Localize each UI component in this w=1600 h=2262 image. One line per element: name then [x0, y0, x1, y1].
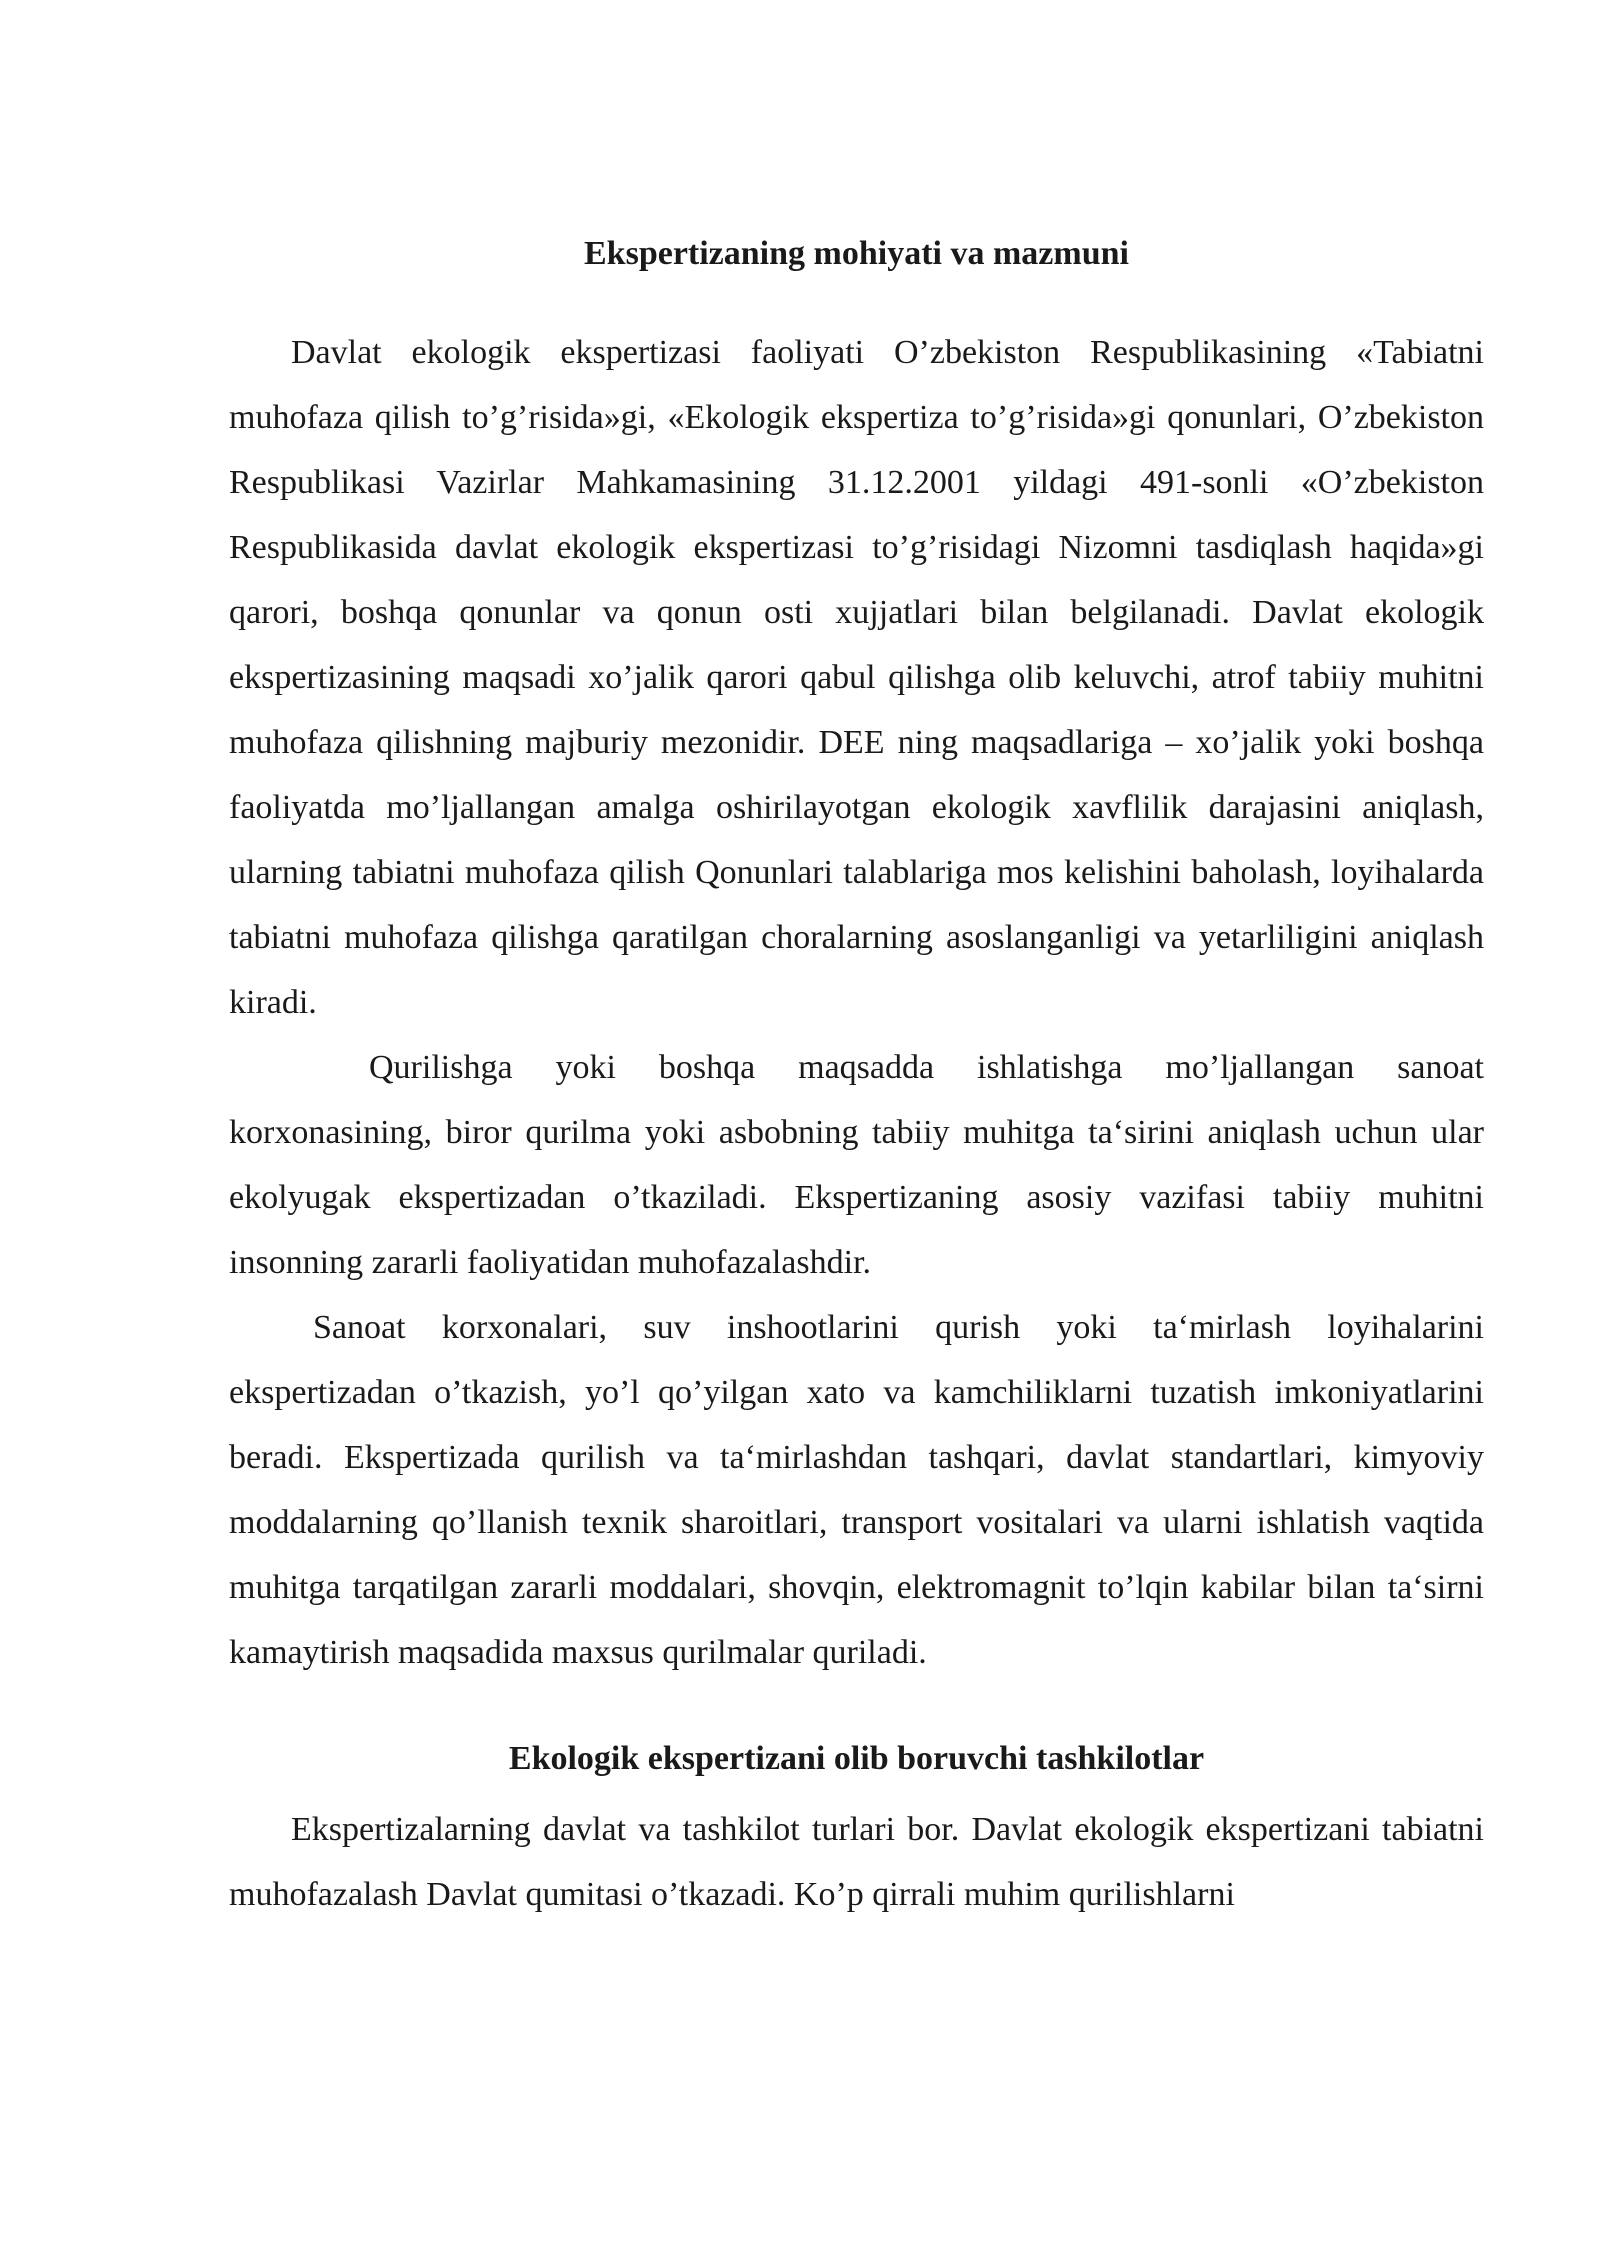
paragraph-legal-basis: Davlat ekologik ekspertizasi faoliyati O’zbekiston Respublikasining «Tabiatni muhofaza qilish to’g’risida»gi, «Ekologik ekspertiza to’g’risida»gi qonunlari, O’zbekiston Respublikasi Vazirlar Mahkamasining 31.12.2001 yildagi 491-sonli «O’zbekiston Respublikasida davlat ekologik ekspertizasi to’g’risidagi Nizomni tasdiqlash haqida»gi qarori, boshqa qonunlar va qonun osti xujjatlari bilan belgilanadi. Davlat ekologik ekspertizasining maqsadi xo’jalik qarori qabul qilishga olib keluvchi, atrof tabiiy muhitni muhofaza qilishning majburiy mezonidir. DEE ning maqsadlariga – xo’jalik yoki boshqa faoliyatda mo’ljallangan amalga oshirilayotgan ekologik xavflilik darajasini aniqlash, ularning tabiatni muhofaza qilish Qonunlari talablariga mos kelishini baholash, loyihalarda tabiatni muhofaza qilishga qaratilgan choralarning asoslanganligi va yetarliligini aniqlash kiradi.: [229, 334, 1484, 1021]
paragraph-projects: Sanoat korxonalari, suv inshootlarini qurish yoki ta‘mirlash loyihalarini ekspertizadan o’tkazish, yo’l qo’yilgan xato va kamchiliklarni tuzatish imkoniyatlarini beradi. Ekspertizada qurilish va ta‘mirlashdan tashqari, davlat standartlari, kimyoviy moddalarning qo’llanish texnik sharoitlari, transport vositalari va ularni ishlatish vaqtida muhitga tarqatilgan zararli moddalari, shovqin, elektromagnit to’lqin kabilar bilan ta‘sirni kamaytirish maqsadida maxsus qurilmalar quriladi.: [229, 1309, 1484, 1671]
section-heading-essence: Ekspertizaning mohiyati va mazmuni: [584, 235, 1129, 272]
paragraph-purpose: Qurilishga yoki boshqa maqsadda ishlatishga mo’ljallangan sanoat korxonasining, biror qurilma yoki asbobning tabiiy muhitga ta‘sirini aniqlash uchun ular ekolyugak ekspertizadan o’tkaziladi. Ekspertizaning asosiy vazifasi tabiiy muhitni insonning zararli faoliyatidan muhofazalashdir.: [229, 1049, 1484, 1281]
document-page: [229, 224, 1484, 1927]
paragraph-types: Ekspertizalarning davlat va tashkilot turlari bor. Davlat ekologik ekspertizani tabiatni muhofazalash Davlat qumitasi o’tkazadi. Ko’p qirrali muhim qurilishlarni: [229, 1811, 1484, 1913]
section-heading-organizations: Ekologik ekspertizani olib boruvchi tashkilotlar: [508, 1740, 1205, 1777]
